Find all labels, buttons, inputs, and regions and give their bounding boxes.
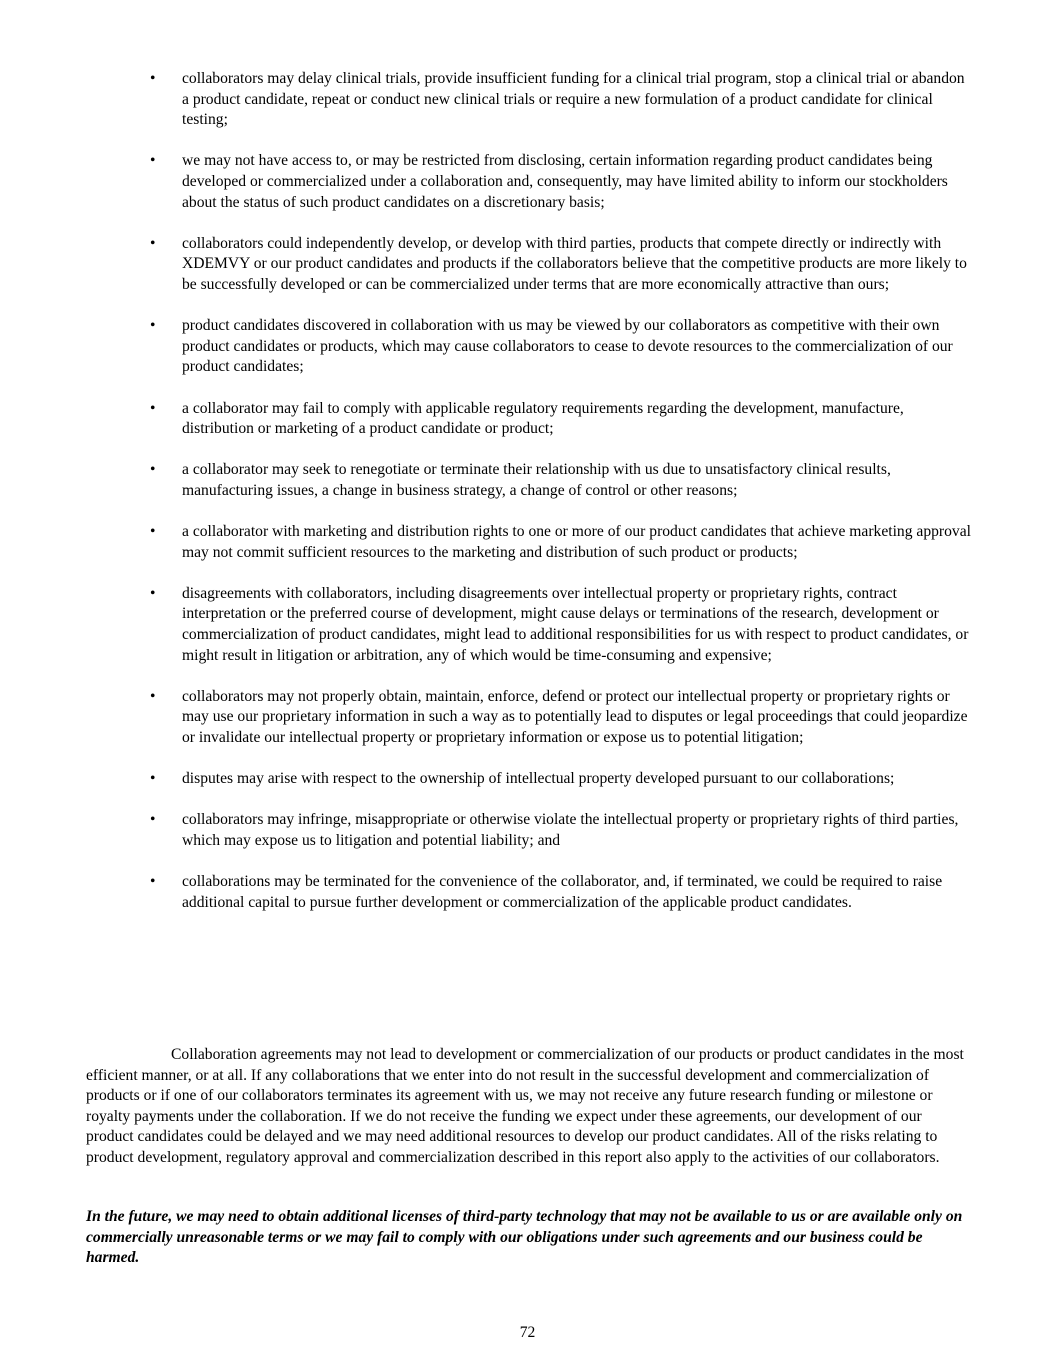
- list-item: [0, 399, 1055, 440]
- bullet-marker: •: [150, 523, 156, 541]
- list-item: [0, 234, 1055, 296]
- list-item-text: a collaborator may fail to comply with applicable regulatory requirements regarding the development, manufacture, distribution or marketing of a product candidate or product;: [182, 399, 904, 438]
- list-item-text: collaborators could independently develop, or develop with third parties, products that compete directly or indirectly with XDEMVY or our product candidates and products if the collaborators believe that the competitive products are more likely to be successfully developed or can be commercialized under terms that are more economically attractive than ours;: [182, 234, 967, 293]
- list-item-text: product candidates discovered in collaboration with us may be viewed by our collaborators as competitive with their own product candidates or products, which may cause collaborators to cease to devote resources to the commercialization of our product candidates;: [182, 317, 953, 376]
- list-item: [0, 687, 1055, 749]
- list-item: [0, 769, 1055, 790]
- list-item-text: disputes may arise with respect to the ownership of intellectual property developed pursuant to our collaborations;: [182, 770, 895, 788]
- list-item-text: collaborators may not properly obtain, maintain, enforce, defend or protect our intellectual property or proprietary rights or may use our proprietary information in such a way as to potentially lead to disputes or legal proceedings that could jeopardize or invalidate our intellectual property or proprietary information or expose us to potential litigation;: [182, 687, 968, 746]
- list-item-text: collaborators may delay clinical trials, provide insufficient funding for a clinical trial program, stop a clinical trial or abandon a product candidate, repeat or conduct new clinical trials or require a new formulation of a product candidate for clinical testing;: [182, 70, 965, 129]
- bullet-marker: •: [150, 152, 156, 170]
- bullet-marker: •: [150, 399, 156, 417]
- list-item-text: disagreements with collaborators, including disagreements over intellectual property or proprietary rights, contract interpretation or the preferred course of development, might cause delays or terminations of the research, development or commercialization of product candidates, might lead to additional responsibilities for us with respect to product candidates, or might result in litigation or arbitration, any of which would be time-consuming and expensive;: [182, 584, 969, 664]
- bullet-marker: •: [150, 873, 156, 891]
- list-item: [0, 584, 1055, 666]
- list-item-text: collaborations may be terminated for the convenience of the collaborator, and, if terminated, we could be required to raise additional capital to pursue further development or commercialization of the applicable product candidates.: [182, 873, 943, 911]
- list-item: [0, 872, 1055, 913]
- list-item-text: a collaborator may seek to renegotiate or terminate their relationship with us due to unsatisfactory clinical results, manufacturing issues, a change in business strategy, a change of control or other reasons;: [182, 461, 891, 499]
- bullet-marker: •: [150, 70, 156, 87]
- bullet-marker: •: [150, 234, 156, 252]
- bullet-marker: •: [150, 584, 156, 602]
- list-item-text: we may not have access to, or may be restricted from disclosing, certain information regarding product candidates being developed or commercialized under a collaboration and, consequently, may have limited ability to inform our stockholders about the status of such product candidates on a discretionary basis;: [182, 152, 948, 211]
- list-item: [0, 316, 1055, 378]
- list-item: [0, 522, 1055, 563]
- list-item: [0, 810, 1055, 851]
- list-item: [0, 69, 1055, 131]
- bullet-marker: •: [150, 687, 156, 705]
- list-item-text: collaborators may infringe, misappropriate or otherwise violate the intellectual property or proprietary rights of third parties, which may expose us to litigation and potential liability; and: [182, 811, 959, 849]
- bullet-marker: •: [150, 811, 156, 829]
- page-number: 72: [519, 1324, 536, 1341]
- list-item: [0, 460, 1055, 501]
- bullet-marker: •: [150, 770, 156, 788]
- bullet-marker: •: [150, 461, 156, 479]
- body-paragraph: Collaboration agreements may not lead to development or commercialization of our products or product candidates in the most efficient manner, or at all. If any collaborations that we enter into do not result in the successful development and commercialization of products or if one of our collaborators terminates its agreement with us, we may not receive any future research funding or milestone or royalty payments under the collaboration. If we do not receive the funding we expect under these agreements, our development of our product candidates could be delayed and we may need additional resources to develop our product candidates. All of the risks relating to product development, regulatory approval and commercialization described in this report also apply to the activities of our collaborators.: [86, 1046, 964, 1166]
- risk-bullet-list: [0, 69, 1055, 934]
- list-item-text: a collaborator with marketing and distribution rights to one or more of our product candidates that achieve marketing approval may not commit sufficient resources to the marketing and distribution of such product or products;: [182, 523, 971, 561]
- section-heading: In the future, we may need to obtain additional licenses of third-party technology that may not be available to us or are available only on commercially unreasonable terms or we may fail to comply with our obligations under such agreements and our business could be harmed.: [86, 1208, 963, 1267]
- bullet-marker: •: [150, 317, 156, 335]
- list-item: [0, 151, 1055, 213]
